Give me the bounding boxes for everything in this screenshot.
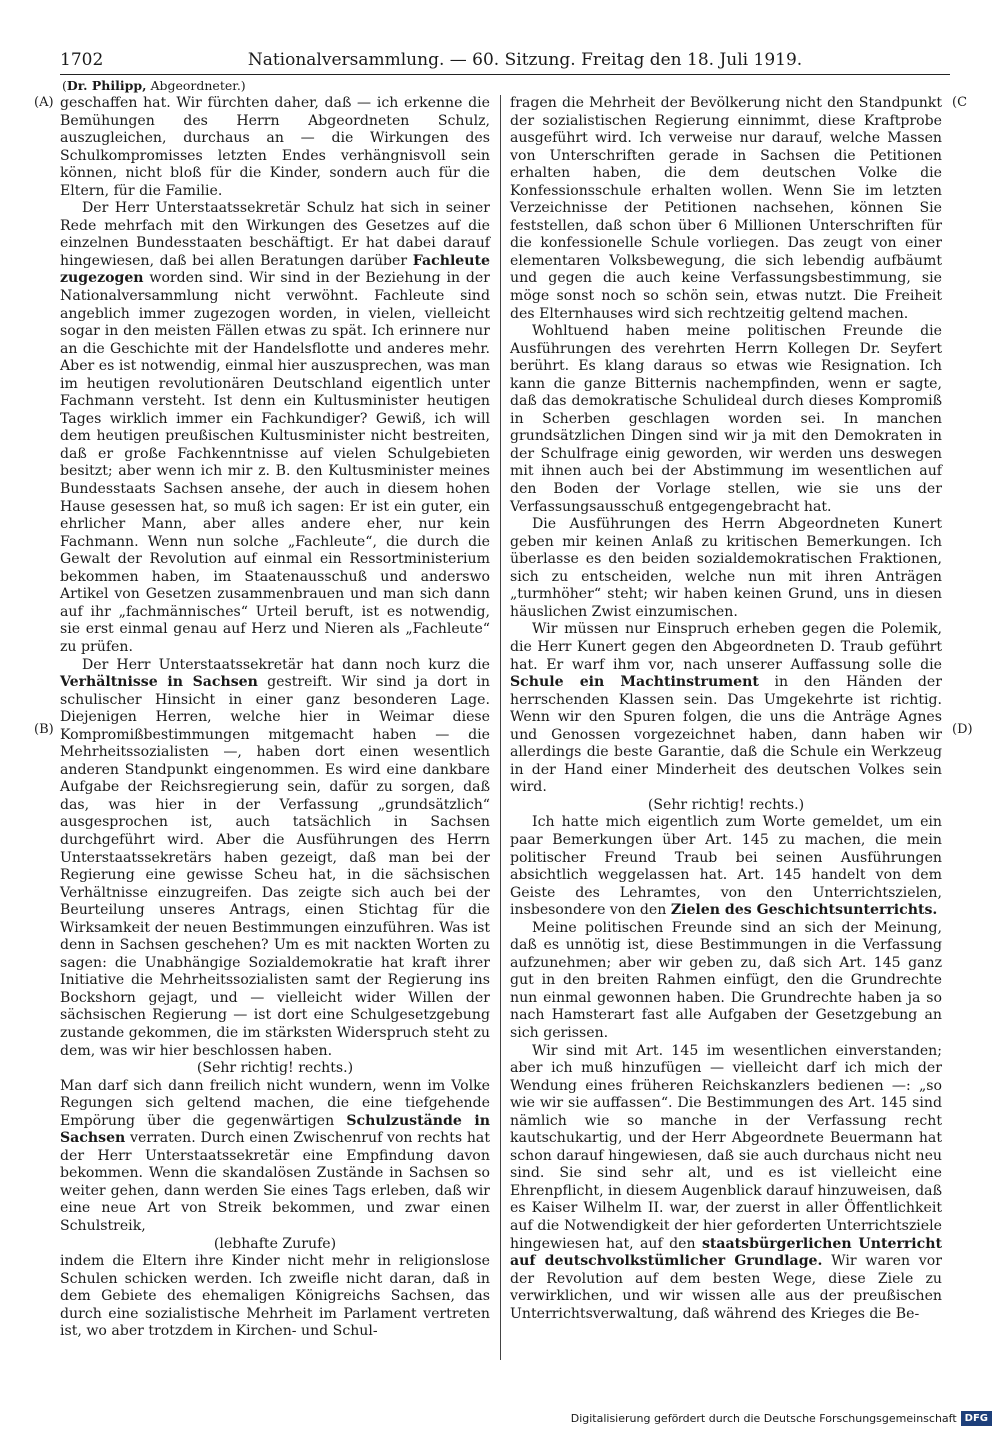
speaker-line xyxy=(62,78,246,93)
speaker-role: Abgeordneter.) xyxy=(150,78,246,93)
paragraph: fragen die Mehrheit der Bevölkerung nicht den Standpunkt der sozialistischen Regierung einnimmt, diese Kraftprobe ausgeführt wird. Ich verweise nur darauf, welche Massen von Unterschriften gerade in Sachsen die Petitionen erhalten haben, die dem deutschen Volke die Konfessionsschule erhalten wollen. Wenn Sie im letzten Verzeichnisse der Petitionen nachsehen, können Sie feststellen, daß schon über 6 Millionen Unterschriften für die konfessionelle Schule vorliegen. Das zeugt von einer elementaren Volksbewegung, die sich lebendig aufbäumt und gegen die auch keine Verfassungsbestimmung, sie möge sonst noch so schön sein, etwas nutzt. Die Freiheit des Elternhauses wird sich rechtzeitig geltend machen. xyxy=(510,95,942,322)
paragraph xyxy=(510,814,942,919)
funding-footer xyxy=(571,1411,992,1426)
page-header xyxy=(60,48,950,75)
emphasis-phrase: Schulzustände in Sachsen xyxy=(60,1112,491,1147)
emphasis-phrase: Fachleute zugezogen xyxy=(60,252,490,287)
left-text-column xyxy=(60,95,490,1341)
text-run: worden sind. Wir sind in der Beziehung in der Nationalversammlung nicht verwöhnt. Fachleute sind angeblich immer zugezogen worden, in vielen, vielleicht sogar in den meisten Fällen etwas zu spät. Ich erinnere nur an die Geschichte mit der Handelsflotte und anderes mehr. Aber es ist notwendig, einmal hier auszusprechen, was man im heutigen revolutionären Deutschland eigentlich unter Fachmann versteht. Ist denn ein Kultusminister heutigen Tages wirklich immer ein Fachkundiger? Gewiß, ich will dem heutigen preußischen Kultusminister nicht bestreiten, daß er große Fachkenntnisse auf vielen Schulgebieten besitzt; aber wenn ich mir z. B. den Kultusminister meines Bundesstaats Sachsen ansehe, der auch in diesem hohen Hause gesessen hat, so muß ich sagen: Er ist ein guter, ein ehrlicher Mann, aber alles andere eher, nur kein Fachmann. Wenn nun solche „Fachleute“, die durch die Gewalt der Revolution auf einmal ein Ressortministerium bekommen haben, im Staatenausschuß und anderswo Artikel von Gesetzen zusammenbrauen und man sich dann auf ihr „fachmännisches“ Urteil beruft, ist es notwendig, sie erst einmal genau auf Herz und Nieren als „Fachleute“ zu prüfen. xyxy=(60,270,490,655)
paragraph: Meine politischen Freunde sind an sich der Meinung, daß es unnötig ist, diese Bestimmungen in die Verfassung aufzunehmen; aber wir geben zu, daß sich Art. 145 ganz gut in den breiten Rahmen einfügt, den die Grundrechte nun einmal gewonnen haben. Die Grundrechte haben ja so nach Hamsterart fast alle Aufgaben der Gesetzgebung an sich gerissen. xyxy=(510,919,942,1041)
running-title: Nationalversammlung. — 60. Sitzung. Freitag den 18. Juli 1919. xyxy=(247,50,803,70)
interjection: (lebhafte Zurufe) xyxy=(213,1235,337,1252)
text-run: Man darf sich dann freilich nicht wundern, wenn im Volke Regungen sich geltend machen, die eine tiefgehende Empörung über die gegenwärtigen xyxy=(60,1077,490,1129)
page-number: 1702 xyxy=(60,50,104,70)
speaker-open-paren: ( xyxy=(62,78,67,93)
text-run: Wir müssen nur Einspruch erheben gegen die Polemik, die Herr Kunert gegen den Abgeordneten D. Traub geführt hat. Er warf ihm vor, nach unserer Auffassung solle die xyxy=(510,621,942,673)
right-text-column xyxy=(510,95,942,1323)
paragraph xyxy=(60,1078,490,1236)
column-divider xyxy=(500,95,501,1360)
paragraph: indem die Eltern ihre Kinder nicht mehr in religionslose Schulen schicken werden. Ich zweifle nicht daran, daß in dem Gebiete des ehemaligen Königreichs Sachsen, das durch eine sozialistische Mehrheit im Parlament vertreten ist, wo aber trotzdem in Kirchen- und Schul- xyxy=(60,1253,490,1340)
text-run: Ich hatte mich eigentlich zum Worte gemeldet, um ein paar Bemerkungen über Art. 145 zu machen, die mein politischer Freund Traub bei seinen Ausführungen absichtlich weggelassen hat. Art. 145 handelt von dem Geiste des Lehramtes, von den Unterrichtszielen, insbesondere von den xyxy=(510,814,942,919)
text-run: gestreift. Wir sind ja dort in schulischer Hinsicht in einer ganz besonderen Lage. Diejenigen Herren, welche hier in Weimar diese Kompromißbestimmungen mitgemacht haben — die Mehrheitssozialisten —, haben dort einen wesentlich anderen Standpunkt eingenommen. Es wird eine dankbare Aufgabe der Reichsregierung sein, dafür zu sorgen, daß das, was hier in der Verfassung „grundsätzlich“ ausgesprochen ist, auch tatsächlich in Sachsen durchgeführt wird. Aber die Ausführungen des Herrn Unterstaatssekretärs haben gezeigt, daß man bei der Regierung eine gewisse Scheu hat, in die sächsischen Verhältnisse einzugreifen. Das zeigte sich auch bei der Beurteilung unseres Antrags, einen Stichtag für die Wirksamkeit der neuen Bestimmungen einzuführen. Was ist denn in Sachsen geschehen? Um es mit nackten Worten zu sagen: die Unabhängige Sozialdemokratie hat kraft ihrer Initiative die Mehrheitssozialisten samt der Regierung ins Bockshorn gejagt, und — vielleicht wider Willen der sächsischen Regierung — ist dort eine Schulgesetzgebung zustande gekommen, die im stärksten Widerspruch steht zu dem, was wir hier beschlossen haben. xyxy=(60,674,490,1059)
dfg-logo: DFG xyxy=(961,1411,992,1426)
paragraph xyxy=(510,1043,942,1324)
speaker-name: Dr. Philipp, xyxy=(66,78,147,93)
interjection: (Sehr richtig! rechts.) xyxy=(647,796,805,813)
interjection: (Sehr richtig! rechts.) xyxy=(196,1060,354,1077)
paragraph xyxy=(60,657,490,1061)
paragraph: Die Ausführungen des Herrn Abgeordneten Kunert geben mir keinen Anlaß zu kritischen Bemerkungen. Ich überlasse es den beiden sozialdemokratischen Fraktionen, sich zu entscheiden, welche nun mit ihren Anträgen „turmhöher“ steht; wir haben keinen Grund, uns in diesen häuslichen Zwist einzumischen. xyxy=(510,516,942,620)
paragraph: Wohltuend haben meine politischen Freunde die Ausführungen des verehrten Herrn Kollegen Dr. Seyfert berührt. Es klang daraus so etwas wie Resignation. Ich kann die ganze Bitternis nachempfinden, wenn er sagte, daß das demokratische Schulideal durch dieses Kompromiß in Scherben geschlagen worden sei. In manchen grundsätzlichen Dingen sind wir ja mit den Demokraten in der Schulfrage einig geworden, wir werden uns deswegen mit ihnen auch bei der Abstimmung im wesentlichen auf den Boden der Vorlage stellen, wie sie uns der Verfassungsausschuß entgegengebracht hat. xyxy=(510,323,942,515)
margin-label-a: (A) xyxy=(34,95,54,110)
text-run: Wir sind mit Art. 145 im wesentlichen einverstanden; aber ich muß hinzufügen — vielleicht darf ich mich der Wendung eines früheren Reichskanzlers bedienen —: „so wie wir sie auffassen“. Die Bestimmungen des Art. 145 sind nämlich wie so manche in der Verfassung recht kautschukartig, und der Herr Abgeordnete Beuermann hat schon darauf hingewiesen, daß sie auch durchaus nicht neu sind. Sie sind sehr alt, und es ist vielleicht eine Ehrenpflicht, in diesem Augenblick darauf hinzuweisen, daß es Kaiser Wilhelm II. war, der zuerst in aller Öffentlichkeit auf die Notwendigkeit der hier geforderten Unterrichtsziele hingewiesen hat, auf den xyxy=(510,1042,942,1252)
paragraph xyxy=(510,621,942,796)
emphasis-phrase: Verhältnisse in Sachsen xyxy=(60,674,258,691)
margin-label-c: (C xyxy=(952,95,968,110)
margin-label-d: (D) xyxy=(952,722,973,737)
emphasis-phrase: staatsbürgerlichen Unterricht auf deutschvolkstümlicher Grundlage. xyxy=(510,1235,942,1270)
text-run: verraten. Durch einen Zwischenruf von rechts hat der Herr Unterstaatssekretär eine Empfindung davon bekommen. Wenn die skandalösen Zustände in Sachsen so weiter gehen, dann werden Sie eines Tags erleben, daß wir eine neue Art von Streik bekommen, und zwar einen Schulstreik, xyxy=(60,1130,490,1234)
paragraph: geschaffen hat. Wir fürchten daher, daß — ich erkenne die Bemühungen des Herrn Abgeordneten Schulz, auszugleichen, durchaus an — die Wirkungen des Schulkompromisses letzten Endes verhängnisvoll sein können, nicht bloß für die Kinder, sondern auch für die Eltern, für die Familie. xyxy=(60,95,490,199)
text-run: Wir waren vor der Revolution auf dem besten Wege, diese Ziele zu verwirklichen, und wir wissen alle aus der preußischen Unterrichtsverwaltung, daß während des Krieges die Be- xyxy=(510,1253,942,1322)
margin-label-b: (B) xyxy=(34,722,54,737)
text-run: Der Herr Unterstaatssekretär hat dann noch kurz die xyxy=(82,656,490,673)
paragraph xyxy=(60,200,490,656)
text-run: Der Herr Unterstaatssekretär Schulz hat sich in seiner Rede mehrfach mit den Wirkungen des Gesetzes auf die einzelnen Bundesstaaten beschäftigt. Er hat dabei darauf hingewiesen, daß bei allen Beratungen darüber xyxy=(60,200,490,269)
emphasis-phrase: Zielen des Geschichtsunterrichts. xyxy=(670,902,938,919)
text-run: in den Händen der herrschenden Klassen sein. Das Umgekehrte ist richtig. Wenn wir den Spuren folgen, die uns die Anträge Agnes und Genossen vorgezeichnet haben, dann haben wir allerdings die beste Garantie, daß die Schule ein Werkzeug in der Hand einer Minderheit des deutschen Volkes sein wird. xyxy=(510,674,942,796)
footer-text: Digitalisierung gefördert durch die Deutsche Forschungsgemeinschaft xyxy=(570,1412,957,1425)
emphasis-phrase: Schule ein Machtinstrument xyxy=(510,674,759,691)
